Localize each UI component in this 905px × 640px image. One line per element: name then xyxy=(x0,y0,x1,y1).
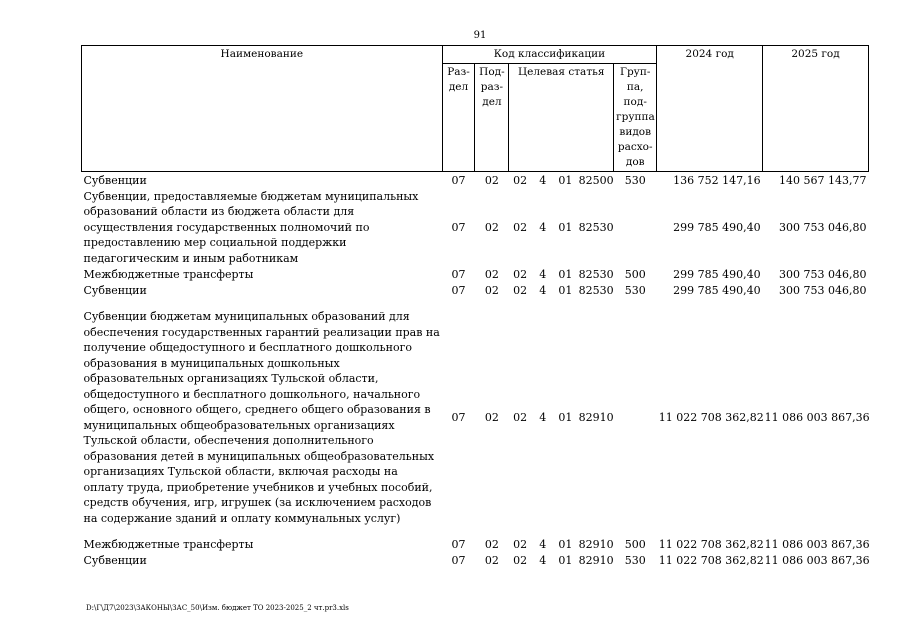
row-target-2: 4 xyxy=(539,553,547,567)
row-target-4: 82910 xyxy=(578,537,614,551)
row-target-1: 02 xyxy=(513,283,528,297)
header-year-2025: 2025 год xyxy=(763,46,869,172)
row-value-2025: 300 753 046,80 xyxy=(779,220,867,234)
table-row xyxy=(82,553,869,569)
row-value-2025: 11 086 003 867,36 xyxy=(764,410,870,424)
row-target-3: 01 xyxy=(558,410,573,424)
row-target-4: 82530 xyxy=(578,220,614,234)
file-path-footer: D:\Г\Д7\2023\ЗАКОНЫ\ЗАС_50\Изм. бюджет ТО 2023-2025_2 чт.pr3.xls xyxy=(86,604,349,612)
row-group: 530 xyxy=(624,173,646,187)
row-target-1: 02 xyxy=(513,173,528,187)
row-group: 500 xyxy=(624,537,646,551)
row-target-3: 01 xyxy=(558,220,573,234)
row-group: 500 xyxy=(624,267,646,281)
table-row xyxy=(82,537,869,553)
row-target-4: 82910 xyxy=(578,410,614,424)
budget-table xyxy=(81,45,869,569)
row-name: Межбюджетные трансферты xyxy=(83,537,254,551)
row-razdel: 07 xyxy=(451,553,466,567)
header-razdel: Раз- дел xyxy=(442,64,475,172)
row-value-2024: 11 022 708 362,82 xyxy=(658,537,764,551)
row-group xyxy=(614,189,657,267)
row-name: Межбюджетные трансферты xyxy=(83,267,254,281)
row-value-2025: 300 753 046,80 xyxy=(779,267,867,281)
table-row xyxy=(82,299,869,537)
table-row xyxy=(82,172,869,189)
row-target-2: 4 xyxy=(539,283,547,297)
row-value-2025: 11 086 003 867,36 xyxy=(764,553,870,567)
table-row xyxy=(82,283,869,299)
row-podrazdel: 02 xyxy=(484,220,499,234)
row-name: Субвенции xyxy=(83,553,147,567)
row-name: Субвенции xyxy=(83,174,147,187)
row-name: Субвенции бюджетам муниципальных образований для обеспечения государственных гарантий реализации прав на получение общедоступного и бесплатного дошкольного образования в муниципальных дошкольных образовательных организациях Тульской области, общедоступного и бесплатного дошкольного, начального общего, основного общего, среднего общего образования в муниципальных общеобразовательных организациях Тульской области, обеспечения дополнительного образования детей в муниципальных общеобразовательных организациях Тульской области, включая расходы на оплату труда, приобретение учебников и учебных пособий, средств обучения, игр, игрушек (за исключением расходов на содержание зданий и оплату коммунальных услуг) xyxy=(83,310,440,525)
row-group: 530 xyxy=(624,283,646,297)
row-target-4: 82500 xyxy=(578,173,614,187)
row-podrazdel: 02 xyxy=(484,537,499,551)
header-name: Наименование xyxy=(82,46,443,172)
row-target-4: 82910 xyxy=(578,553,614,567)
row-group xyxy=(614,299,657,537)
row-value-2025: 300 753 046,80 xyxy=(779,283,867,297)
row-target-3: 01 xyxy=(558,267,573,281)
row-name: Субвенции, предоставляемые бюджетам муниципальных образований области из бюджета области для осуществления государственных полномочий по предоставлению мер социальной поддержки педагогическим и иным работникам xyxy=(83,189,419,265)
row-target-4: 82530 xyxy=(578,283,614,297)
header-code: Код классификации xyxy=(442,46,657,64)
table-row xyxy=(82,189,869,267)
row-value-2024: 11 022 708 362,82 xyxy=(658,410,764,424)
row-name: Субвенции xyxy=(83,283,147,297)
row-podrazdel: 02 xyxy=(484,410,499,424)
row-razdel: 07 xyxy=(451,267,466,281)
row-target-1: 02 xyxy=(513,553,528,567)
row-razdel: 07 xyxy=(451,537,466,551)
row-razdel: 07 xyxy=(451,283,466,297)
row-target-2: 4 xyxy=(539,267,547,281)
row-razdel: 07 xyxy=(451,220,466,234)
row-target-2: 4 xyxy=(539,173,547,187)
row-razdel: 07 xyxy=(451,410,466,424)
row-target-3: 01 xyxy=(558,553,573,567)
row-target-3: 01 xyxy=(558,537,573,551)
header-year-2024: 2024 год xyxy=(657,46,763,172)
header-podrazdel: Под- раз- дел xyxy=(475,64,509,172)
row-target-1: 02 xyxy=(513,537,528,551)
row-value-2024: 299 785 490,40 xyxy=(673,220,761,234)
row-group: 530 xyxy=(624,553,646,567)
row-value-2024: 299 785 490,40 xyxy=(673,283,761,297)
row-target-3: 01 xyxy=(558,283,573,297)
row-target-1: 02 xyxy=(513,410,528,424)
table-row xyxy=(82,267,869,283)
row-podrazdel: 02 xyxy=(484,553,499,567)
row-target-2: 4 xyxy=(539,537,547,551)
header-group: Груп- па, под- группа видов расхо- дов xyxy=(614,64,657,172)
row-podrazdel: 02 xyxy=(484,283,499,297)
row-value-2024: 136 752 147,16 xyxy=(673,173,761,187)
header-target: Целевая статья xyxy=(509,64,614,172)
row-value-2025: 140 567 143,77 xyxy=(779,173,867,187)
page-number: 91 xyxy=(473,30,487,41)
row-target-3: 01 xyxy=(558,173,573,187)
row-target-1: 02 xyxy=(513,267,528,281)
row-target-1: 02 xyxy=(513,220,528,234)
row-podrazdel: 02 xyxy=(484,267,499,281)
row-target-2: 4 xyxy=(539,410,547,424)
row-podrazdel: 02 xyxy=(484,173,499,187)
row-value-2025: 11 086 003 867,36 xyxy=(764,537,870,551)
row-razdel: 07 xyxy=(451,173,466,187)
row-target-2: 4 xyxy=(539,220,547,234)
row-value-2024: 299 785 490,40 xyxy=(673,267,761,281)
row-value-2024: 11 022 708 362,82 xyxy=(658,553,764,567)
row-target-4: 82530 xyxy=(578,267,614,281)
